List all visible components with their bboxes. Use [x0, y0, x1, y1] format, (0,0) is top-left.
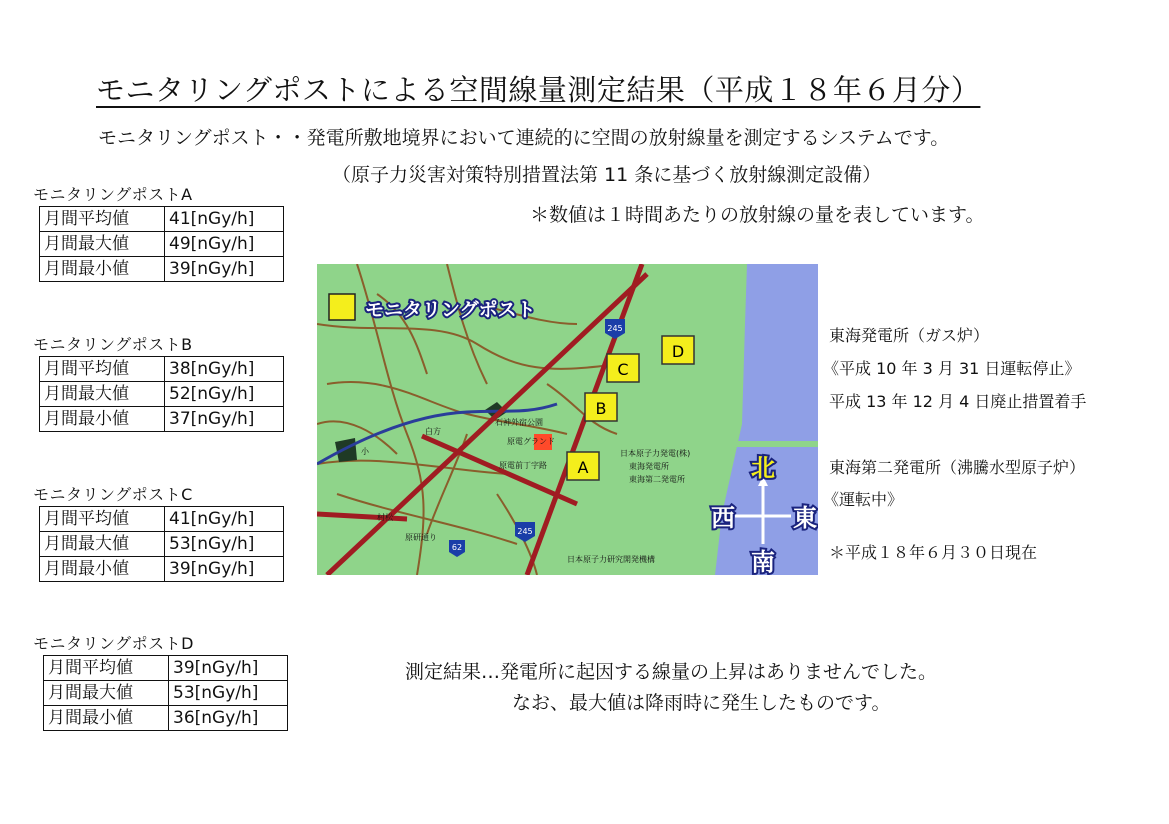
label-muramatsu: 村松 [377, 513, 393, 522]
tokai2-name: 東海第二発電所（沸騰水型原子炉） [829, 458, 1086, 477]
marker-a [567, 452, 599, 480]
result-line-2: なお、最大値は降雨時に発生したものです。 [512, 692, 891, 714]
description-text: モニタリングポスト・・発電所敷地境界において連続的に空間の放射線量を測定するシステムです。 [98, 127, 950, 149]
row-value: 53[nGy/h] [169, 681, 288, 706]
row-value: 36[nGy/h] [169, 706, 288, 731]
post-a-label: モニタリングポストA [33, 185, 193, 204]
row-key: 月間平均値 [40, 357, 165, 382]
label-tokai2: 東海第二発電所 [629, 475, 685, 484]
row-value: 41[nGy/h] [165, 207, 284, 232]
label-shirakata: 白方 [425, 427, 441, 436]
row-value: 39[nGy/h] [165, 557, 284, 582]
tokai-status: 《平成 10 年 3 月 31 日運転停止》 [823, 359, 1081, 378]
row-value: 38[nGy/h] [165, 357, 284, 382]
table-row [40, 357, 284, 382]
table-row [40, 507, 284, 532]
label-park: 石神外宿公園 [495, 418, 543, 427]
row-key: 月間平均値 [40, 207, 165, 232]
post-c-table [39, 506, 284, 582]
post-b-label: モニタリングポストB [33, 335, 193, 354]
row-value: 37[nGy/h] [165, 407, 284, 432]
site-map [317, 264, 818, 575]
row-value: 39[nGy/h] [169, 656, 288, 681]
svg-text:245: 245 [517, 527, 533, 536]
row-value: 39[nGy/h] [165, 257, 284, 282]
compass-south: 南 [751, 548, 775, 575]
table-row [44, 706, 288, 731]
post-d-label: モニタリングポストD [33, 634, 195, 653]
post-a-table [39, 206, 284, 282]
svg-text:B: B [595, 399, 607, 418]
svg-text:C: C [617, 360, 629, 379]
row-key: 月間平均値 [44, 656, 169, 681]
table-row [40, 557, 284, 582]
table-row [40, 207, 284, 232]
table-row [40, 407, 284, 432]
table-row [40, 232, 284, 257]
row-key: 月間最小値 [40, 257, 165, 282]
marker-c [607, 354, 639, 382]
table-row [44, 656, 288, 681]
page-title: モニタリングポストによる空間線量測定結果（平成１８年６月分） [96, 73, 981, 107]
law-note: （原子力災害対策特別措置法第 11 条に基づく放射線測定設備） [332, 164, 882, 186]
post-c-label: モニタリングポストC [33, 485, 193, 504]
result-line-1: 測定結果…発電所に起因する線量の上昇はありませんでした。 [405, 661, 938, 683]
marker-b [585, 393, 617, 421]
table-row [40, 257, 284, 282]
row-value: 53[nGy/h] [165, 532, 284, 557]
label-tokai: 東海発電所 [629, 462, 669, 471]
label-jaea: 日本原子力研究開発機構 [567, 555, 655, 564]
unit-note: ＊数値は１時間あたりの放射線の量を表しています。 [530, 204, 985, 226]
row-key: 月間最大値 [44, 681, 169, 706]
row-value: 52[nGy/h] [165, 382, 284, 407]
table-row [40, 532, 284, 557]
row-key: 月間平均値 [40, 507, 165, 532]
row-key: 月間最小値 [40, 557, 165, 582]
row-key: 月間最大値 [40, 232, 165, 257]
row-value: 41[nGy/h] [165, 507, 284, 532]
label-genken: 原研通り [405, 533, 437, 542]
svg-text:A: A [577, 458, 589, 477]
as-of-date: ＊平成１８年６月３０日現在 [829, 543, 1038, 562]
marker-d [662, 336, 694, 364]
compass-north: 北 [751, 454, 775, 482]
table-row [44, 681, 288, 706]
label-company: 日本原子力発電(株) [620, 449, 691, 458]
tokai-name: 東海発電所（ガス炉） [829, 326, 990, 345]
compass-east: 東 [793, 504, 817, 532]
post-b-table [39, 356, 284, 432]
svg-text:D: D [671, 342, 685, 361]
label-intersection: 原電前丁字路 [499, 461, 547, 470]
svg-text:62: 62 [451, 543, 463, 552]
post-d-table [43, 655, 288, 731]
legend-text: モニタリングポスト [365, 299, 536, 321]
row-key: 月間最大値 [40, 382, 165, 407]
row-key: 月間最大値 [40, 532, 165, 557]
label-sho: 小 [361, 447, 369, 456]
row-key: 月間最小値 [44, 706, 169, 731]
compass-west: 西 [711, 504, 735, 532]
row-value: 49[nGy/h] [165, 232, 284, 257]
tokai2-status: 《運転中》 [823, 490, 904, 509]
tokai-decom: 平成 13 年 12 月 4 日廃止措置着手 [829, 392, 1087, 411]
table-row [40, 382, 284, 407]
svg-text:245: 245 [607, 324, 623, 333]
label-ground: 原電グランド [507, 437, 555, 446]
row-key: 月間最小値 [40, 407, 165, 432]
